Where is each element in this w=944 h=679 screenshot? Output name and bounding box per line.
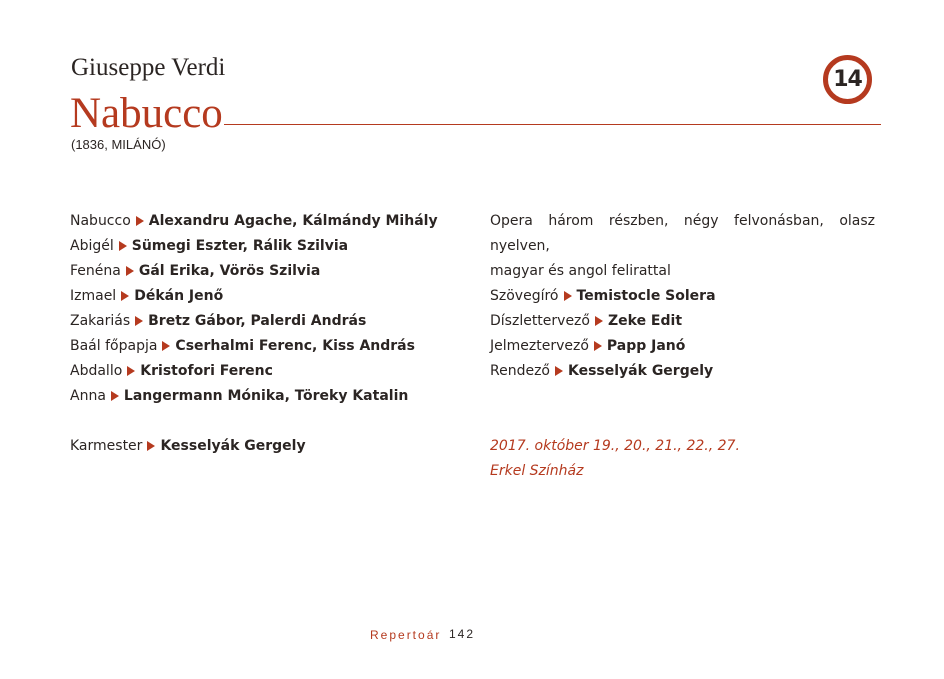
cast-row (70, 209, 450, 234)
performance-dates: 2017. október 19., 20., 21., 22., 27. (490, 438, 740, 454)
cast-row (70, 334, 450, 359)
age-rating-badge (823, 55, 872, 104)
performance-info (490, 434, 740, 484)
crew-list (490, 284, 716, 384)
cast-role: Baál főpapja (70, 338, 158, 354)
crew-role: Rendező (490, 363, 550, 379)
composer-name: Giuseppe Verdi (71, 54, 226, 81)
cast-role: Abdallo (70, 363, 123, 379)
title-divider (224, 124, 881, 125)
cast-names: Bretz Gábor, Palerdi András (148, 313, 367, 329)
description-line-1: Opera három részben, négy felvonásban, olasz nyelven, (490, 213, 875, 254)
cast-names: Kristofori Ferenc (140, 363, 273, 379)
crew-row (490, 309, 716, 334)
conductor-name: Kesselyák Gergely (160, 438, 306, 454)
arrow-icon (111, 391, 119, 401)
performance-venue: Erkel Színház (490, 463, 584, 479)
arrow-icon (595, 316, 603, 326)
arrow-icon (594, 341, 602, 351)
cast-names: Dékán Jenő (134, 288, 224, 304)
crew-role: Szövegíró (490, 288, 559, 304)
crew-row (490, 359, 716, 384)
conductor-row (70, 434, 306, 459)
arrow-icon (555, 366, 563, 376)
cast-names: Langermann Mónika, Töreky Katalin (123, 388, 409, 404)
opera-title: Nabucco (70, 90, 223, 137)
cast-row (70, 259, 450, 284)
arrow-icon (126, 266, 134, 276)
cast-role: Nabucco (70, 213, 131, 229)
crew-name: Temistocle Solera (576, 288, 716, 304)
arrow-icon (147, 441, 155, 451)
description-line-2: magyar és angol felirattal (490, 263, 671, 279)
crew-row (490, 284, 716, 309)
arrow-icon (564, 291, 572, 301)
cast-role: Fenéna (70, 263, 121, 279)
arrow-icon (127, 366, 135, 376)
cast-row (70, 309, 450, 334)
cast-row (70, 359, 450, 384)
crew-name: Zeke Edit (607, 313, 683, 329)
cast-list (70, 209, 450, 409)
age-rating-value: 14 (833, 67, 862, 92)
crew-name: Papp Janó (606, 338, 686, 354)
cast-names: Alexandru Agache, Kálmándy Mihály (148, 213, 438, 229)
cast-names: Cserhalmi Ferenc, Kiss András (175, 338, 415, 354)
description-block (490, 209, 875, 284)
footer-section-label: Repertoár (370, 628, 442, 642)
cast-row (70, 284, 450, 309)
page-number: 142 (449, 627, 476, 641)
crew-role: Díszlettervező (490, 313, 590, 329)
arrow-icon (135, 316, 143, 326)
cast-names: Sümegi Eszter, Rálik Szilvia (131, 238, 349, 254)
crew-row (490, 334, 716, 359)
cast-row (70, 384, 450, 409)
cast-role: Abigél (70, 238, 114, 254)
cast-role: Izmael (70, 288, 117, 304)
crew-role: Jelmeztervező (490, 338, 589, 354)
premiere-info: (1836, MILÁNÓ) (71, 137, 166, 152)
arrow-icon (119, 241, 127, 251)
conductor-role: Karmester (70, 438, 143, 454)
cast-role: Anna (70, 388, 106, 404)
arrow-icon (162, 341, 170, 351)
crew-name: Kesselyák Gergely (568, 363, 714, 379)
cast-names: Gál Erika, Vörös Szilvia (138, 263, 321, 279)
arrow-icon (121, 291, 129, 301)
arrow-icon (136, 216, 144, 226)
cast-role: Zakariás (70, 313, 131, 329)
cast-row (70, 234, 450, 259)
